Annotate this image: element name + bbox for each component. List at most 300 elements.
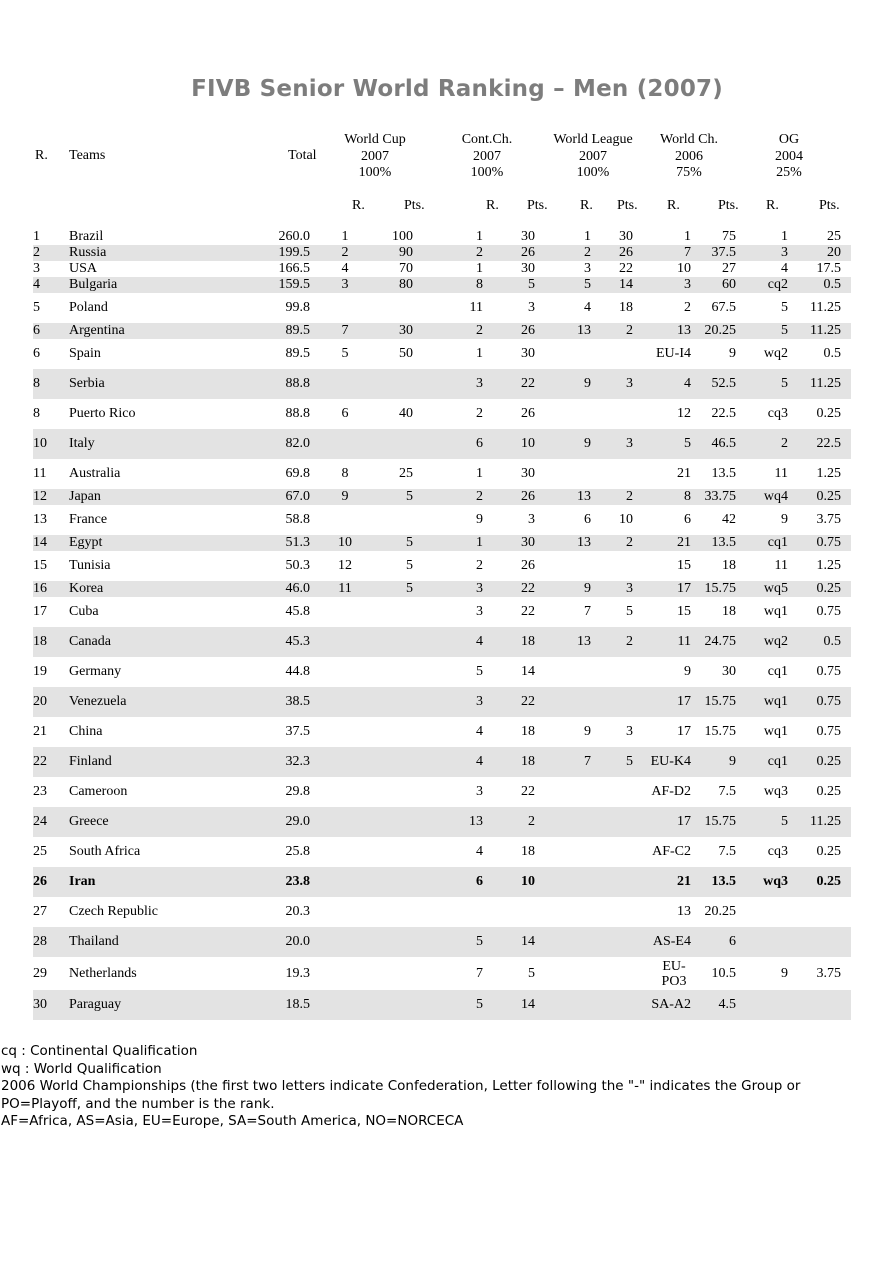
cell-wc-p: [370, 717, 425, 747]
cell-wch-p: 20.25: [691, 323, 746, 339]
cell-wl-p: 22: [619, 261, 633, 276]
cell-total: 166.5: [278, 261, 310, 276]
cell-total: 99.8: [285, 300, 310, 315]
cell-total: 58.8: [285, 512, 310, 527]
cell-team: Germany: [69, 664, 122, 679]
cell-wch-p: 67.5: [711, 300, 736, 315]
cell-og-r: [746, 990, 788, 1020]
cell-wl-p: 2: [591, 323, 639, 339]
cell-team: Brazil: [69, 229, 104, 244]
cell-rank: 8: [33, 406, 40, 421]
cell-wc-p: [370, 927, 425, 957]
cell-wl-r: 13: [541, 535, 591, 551]
footnotes: [1, 1043, 877, 1131]
cell-wl-r: [541, 777, 591, 807]
cell-wc-p: [370, 597, 425, 627]
cell-og-r: cq1: [767, 664, 788, 679]
cell-wch-r: 17: [677, 724, 691, 739]
cell-wl-p: 2: [591, 627, 639, 657]
cell-wch-p: 10.5: [711, 965, 736, 981]
cell-cc-r: 5: [425, 990, 501, 1020]
cell-og-p: 0.75: [816, 604, 841, 619]
cell-cc-p: 26: [521, 406, 535, 421]
cell-wl-p: 2: [591, 489, 639, 505]
table-row: [33, 837, 851, 867]
cell-cc-p: 18: [521, 844, 535, 859]
cell-wch-r: 15: [677, 558, 691, 573]
group-weight: 100%: [576, 165, 610, 180]
cell-team: USA: [69, 261, 98, 276]
cell-total: 50.3: [285, 558, 310, 573]
cell-cc-r: 3: [476, 604, 483, 619]
cell-wl-p: [591, 687, 639, 717]
cell-og-p: [788, 990, 851, 1020]
cell-wl-r: [541, 957, 591, 990]
cell-wc-r: [320, 293, 370, 323]
cell-total: 69.8: [285, 466, 310, 481]
cell-wch-r: AF-D2: [651, 784, 691, 799]
cell-team: France: [69, 512, 108, 527]
cell-wch-p: 24.75: [691, 627, 746, 657]
cell-og-p: 20: [788, 245, 851, 261]
cell-cc-p: 22: [521, 604, 535, 619]
cell-wch-r: 21: [639, 867, 691, 897]
cell-rank: 17: [33, 604, 47, 619]
cell-wc-r: [320, 990, 370, 1020]
cell-og-r: 5: [746, 807, 788, 837]
cell-wc-r: [320, 657, 370, 687]
cell-og-r: 9: [781, 512, 788, 527]
cell-wl-r: [541, 897, 591, 927]
cell-wch-r: 11: [639, 627, 691, 657]
cell-wc-r: [320, 687, 370, 717]
subheader-r: R.: [667, 198, 680, 213]
cell-total: 89.5: [285, 346, 310, 361]
cell-cc-r: 7: [476, 965, 483, 981]
cell-og-r: 2: [746, 429, 788, 459]
cell-wl-p: [591, 867, 639, 897]
cell-og-p: 25: [827, 229, 841, 244]
cell-wc-r: [320, 807, 370, 837]
cell-wch-p: 7.5: [718, 784, 736, 799]
cell-cc-p: 18: [501, 747, 541, 777]
cell-wc-p: 90: [370, 245, 425, 261]
cell-wl-r: 2: [541, 245, 591, 261]
cell-og-r: wq2: [746, 627, 788, 657]
cell-wc-r: 5: [341, 346, 349, 361]
cell-wc-r: [320, 837, 370, 867]
cell-wc-r: 7: [320, 323, 370, 339]
cell-total: 67.0: [278, 489, 320, 505]
cell-team: Thailand: [63, 927, 278, 957]
cell-wch-r: 12: [677, 406, 691, 421]
cell-wc-p: 5: [370, 581, 425, 597]
cell-wl-p: 14: [591, 277, 639, 293]
cell-wl-p: [591, 837, 639, 867]
cell-wch-p: 13.5: [711, 466, 736, 481]
cell-og-p: 0.25: [816, 406, 841, 421]
cell-wch-p: 30: [722, 664, 736, 679]
cell-wch-p: 42: [722, 512, 736, 527]
cell-team: China: [69, 724, 103, 739]
cell-cc-r: 5: [476, 664, 483, 679]
cell-og-p: 3.75: [816, 512, 841, 527]
cell-wl-r: 6: [584, 512, 591, 527]
cell-rank: 26: [33, 867, 63, 897]
cell-wch-r: 21: [677, 466, 691, 481]
cell-wch-p: 7.5: [718, 844, 736, 859]
cell-wc-p: 40: [399, 406, 413, 421]
table-row: [33, 323, 851, 339]
cell-team: Venezuela: [63, 687, 278, 717]
cell-cc-p: 26: [501, 323, 541, 339]
cell-wch-r: 10: [677, 261, 691, 276]
cell-og-p: 0.5: [788, 277, 851, 293]
cell-rank: 20: [33, 687, 63, 717]
cell-wch-r: 13: [677, 904, 691, 919]
cell-team: Serbia: [63, 369, 278, 399]
cell-wch-r: EU-K4: [639, 747, 691, 777]
cell-total: 37.5: [285, 724, 310, 739]
cell-wc-p: 80: [370, 277, 425, 293]
cell-wc-p: [370, 897, 425, 927]
cell-cc-p: 3: [528, 512, 535, 527]
cell-wch-p: 20.25: [704, 904, 736, 919]
cell-wch-p: 9: [691, 747, 746, 777]
cell-og-r: cq3: [767, 844, 788, 859]
cell-og-r: 1: [781, 229, 788, 244]
header-group-world-ch: [644, 132, 734, 182]
cell-wl-r: [541, 687, 591, 717]
cell-wc-r: [320, 717, 370, 747]
cell-total: 38.5: [278, 687, 320, 717]
cell-team: Czech Republic: [69, 904, 159, 919]
subheader-pts: Pts.: [617, 198, 638, 213]
cell-wc-p: 100: [392, 229, 413, 244]
cell-og-r: 3: [746, 245, 788, 261]
cell-wc-r: 1: [341, 229, 349, 244]
cell-rank: 3: [33, 261, 40, 276]
cell-rank: 23: [33, 784, 47, 799]
cell-og-p: 0.75: [816, 724, 841, 739]
header-rank: R.: [35, 148, 48, 163]
cell-wl-r: [541, 551, 591, 581]
cell-wl-r: 5: [541, 277, 591, 293]
cell-rank: 1: [33, 229, 40, 244]
table-row: [33, 867, 851, 897]
cell-wl-p: 3: [591, 369, 639, 399]
table-row: [33, 339, 851, 369]
header-total: Total: [288, 148, 317, 163]
cell-wl-p: 3: [626, 724, 633, 739]
cell-og-p: 0.5: [823, 346, 841, 361]
cell-total: 82.0: [278, 429, 320, 459]
cell-wch-p: 22.5: [711, 406, 736, 421]
cell-wch-r: 3: [639, 277, 691, 293]
cell-wc-p: 50: [399, 346, 413, 361]
header-group-world-league: [543, 132, 643, 182]
cell-wc-r: [320, 957, 370, 990]
table-row: [33, 687, 851, 717]
cell-og-r: cq2: [746, 277, 788, 293]
group-year: 2006: [675, 148, 703, 164]
cell-og-r: cq1: [746, 535, 788, 551]
cell-wl-p: [591, 927, 639, 957]
cell-rank: 6: [33, 323, 63, 339]
cell-wch-r: 9: [684, 664, 691, 679]
cell-total: 159.5: [278, 277, 320, 293]
cell-wch-p: 46.5: [691, 429, 746, 459]
cell-wc-p: 5: [406, 558, 413, 573]
cell-cc-p: 22: [501, 369, 541, 399]
cell-wch-p: 13.5: [691, 535, 746, 551]
note-wq: wq : World Qualification: [1, 1060, 162, 1077]
cell-wl-p: [591, 339, 639, 369]
cell-og-r: 5: [746, 323, 788, 339]
cell-wl-r: 3: [584, 261, 591, 276]
table-row: [33, 277, 851, 293]
table-row: [33, 293, 851, 323]
cell-wl-p: 10: [619, 512, 633, 527]
cell-rank: 14: [33, 535, 63, 551]
cell-total: 19.3: [285, 965, 310, 981]
cell-wc-r: [320, 777, 370, 807]
cell-cc-p: 30: [521, 346, 535, 361]
cell-rank: 11: [33, 466, 47, 481]
cell-cc-p: 2: [501, 807, 541, 837]
cell-rank: 15: [33, 558, 47, 573]
cell-wl-r: [541, 837, 591, 867]
cell-rank: 10: [33, 429, 63, 459]
cell-wl-r: 9: [541, 369, 591, 399]
cell-wc-p: [370, 747, 425, 777]
cell-wl-p: [591, 990, 639, 1020]
cell-wc-p: [370, 369, 425, 399]
cell-wch-p: 6: [691, 927, 746, 957]
cell-og-r: wq3: [746, 867, 788, 897]
cell-wch-r: 21: [639, 535, 691, 551]
cell-cc-r: [425, 897, 501, 927]
cell-wc-r: 9: [320, 489, 370, 505]
table-row: [33, 429, 851, 459]
cell-rank: 4: [33, 277, 63, 293]
cell-cc-r: 8: [425, 277, 501, 293]
cell-og-p: 11.25: [788, 369, 851, 399]
cell-og-p: 0.25: [788, 581, 851, 597]
cell-og-r: wq4: [746, 489, 788, 505]
cell-total: 29.0: [278, 807, 320, 837]
cell-team: Paraguay: [63, 990, 278, 1020]
cell-wl-p: [591, 399, 639, 429]
cell-cc-r: 1: [476, 229, 483, 244]
cell-og-r: 4: [781, 261, 788, 276]
cell-wc-r: [320, 747, 370, 777]
cell-wl-p: [591, 897, 639, 927]
cell-wch-p: 52.5: [691, 369, 746, 399]
table-row: [33, 229, 851, 245]
subheader-pts: Pts.: [819, 198, 840, 213]
cell-cc-p: 22: [501, 581, 541, 597]
cell-rank: 29: [33, 965, 47, 981]
table-row: [33, 957, 851, 990]
cell-cc-p: 18: [501, 627, 541, 657]
cell-cc-r: 11: [469, 300, 483, 315]
cell-og-r: wq1: [763, 724, 788, 739]
cell-wl-r: 13: [541, 489, 591, 505]
cell-cc-r: 2: [476, 406, 483, 421]
cell-wl-r: 13: [541, 323, 591, 339]
cell-wc-r: 11: [320, 581, 370, 597]
cell-wc-p: [370, 627, 425, 657]
cell-wc-p: 70: [399, 261, 413, 276]
subheader-r: R.: [766, 198, 779, 213]
cell-wl-p: [591, 957, 639, 990]
table-row: [33, 369, 851, 399]
subheader-r: R.: [580, 198, 593, 213]
table-row: [33, 657, 851, 687]
cell-cc-p: 30: [521, 466, 535, 481]
cell-cc-r: 2: [425, 323, 501, 339]
group-year: 2007: [473, 148, 501, 164]
cell-cc-r: 4: [425, 627, 501, 657]
cell-wch-r: 13: [639, 323, 691, 339]
cell-og-p: 0.25: [788, 867, 851, 897]
cell-total: 29.8: [285, 784, 310, 799]
cell-wl-r: [541, 399, 591, 429]
cell-cc-p: 22: [501, 687, 541, 717]
cell-wch-p: 13.5: [691, 867, 746, 897]
cell-total: 45.8: [285, 604, 310, 619]
cell-total: 88.8: [285, 406, 310, 421]
table-row: [33, 489, 851, 505]
cell-wl-r: [541, 927, 591, 957]
cell-team: Russia: [63, 245, 278, 261]
cell-team: Egypt: [63, 535, 278, 551]
cell-wch-p: 60: [691, 277, 746, 293]
cell-team: Netherlands: [69, 965, 137, 981]
cell-wl-r: [541, 339, 591, 369]
cell-og-p: 0.25: [816, 844, 841, 859]
cell-rank: 28: [33, 927, 63, 957]
table-row: [33, 627, 851, 657]
table-row: [33, 245, 851, 261]
cell-wch-r: 6: [684, 512, 691, 527]
cell-wch-r: 15: [677, 604, 691, 619]
cell-wch-p: 33.75: [691, 489, 746, 505]
cell-wc-r: [320, 927, 370, 957]
cell-cc-p: [501, 897, 541, 927]
cell-total: 32.3: [278, 747, 320, 777]
cell-og-p: [788, 897, 851, 927]
cell-cc-r: 3: [425, 581, 501, 597]
cell-og-r: [746, 927, 788, 957]
table-row: [33, 459, 851, 489]
cell-wl-p: 5: [591, 747, 639, 777]
cell-wl-r: 13: [541, 627, 591, 657]
cell-team: Greece: [63, 807, 278, 837]
table-row: [33, 897, 851, 927]
group-name: OG: [778, 132, 800, 147]
cell-wch-p: 18: [722, 604, 736, 619]
cell-rank: 22: [33, 747, 63, 777]
group-weight: 100%: [470, 165, 504, 180]
table-row: [33, 535, 851, 551]
cell-wl-r: 1: [584, 229, 591, 244]
cell-wl-r: 4: [584, 300, 591, 315]
table-row: [33, 597, 851, 627]
cell-og-p: 0.5: [788, 627, 851, 657]
cell-wl-p: 5: [626, 604, 633, 619]
cell-wch-p: 15.75: [691, 581, 746, 597]
header-teams: Teams: [69, 148, 106, 163]
cell-team: Iran: [63, 867, 278, 897]
subheader-pts: Pts.: [404, 198, 425, 213]
cell-cc-p: 26: [501, 245, 541, 261]
cell-wl-p: 2: [591, 535, 639, 551]
cell-wc-p: [370, 657, 425, 687]
cell-cc-r: 2: [476, 558, 483, 573]
cell-rank: 16: [33, 581, 63, 597]
cell-wch-p: 27: [722, 261, 736, 276]
cell-wch-p: 9: [729, 346, 736, 361]
cell-wl-r: [541, 459, 591, 489]
cell-wc-p: [370, 957, 425, 990]
cell-team: Cuba: [69, 604, 99, 619]
cell-wc-p: [370, 293, 425, 323]
cell-team: Tunisia: [69, 558, 111, 573]
cell-wl-p: 18: [619, 300, 633, 315]
cell-og-r: wq1: [746, 687, 788, 717]
cell-cc-p: 14: [501, 927, 541, 957]
cell-wch-p: 37.5: [691, 245, 746, 261]
cell-total: 23.8: [278, 867, 320, 897]
cell-og-r: cq3: [767, 406, 788, 421]
cell-cc-r: 3: [476, 784, 483, 799]
cell-team: Bulgaria: [63, 277, 278, 293]
cell-total: 18.5: [278, 990, 320, 1020]
cell-cc-r: 2: [425, 245, 501, 261]
cell-wc-r: [320, 429, 370, 459]
cell-og-r: [746, 897, 788, 927]
cell-wch-p: 15.75: [704, 724, 736, 739]
table-row: [33, 807, 851, 837]
cell-wc-r: [320, 369, 370, 399]
cell-rank: 12: [33, 489, 63, 505]
cell-wl-p: 3: [591, 581, 639, 597]
cell-cc-p: 3: [528, 300, 535, 315]
subheader-pts: Pts.: [718, 198, 739, 213]
cell-total: 89.5: [278, 323, 320, 339]
cell-rank: 2: [33, 245, 63, 261]
cell-wl-r: 7: [584, 604, 591, 619]
cell-cc-p: 10: [501, 429, 541, 459]
cell-wc-r: [320, 897, 370, 927]
cell-total: 20.3: [285, 904, 310, 919]
cell-og-r: 9: [781, 965, 788, 981]
cell-wc-p: [370, 429, 425, 459]
table-row: [33, 581, 851, 597]
cell-team: Finland: [63, 747, 278, 777]
cell-og-r: cq1: [746, 747, 788, 777]
cell-og-p: 22.5: [788, 429, 851, 459]
cell-wc-p: 5: [370, 535, 425, 551]
cell-wch-r: 5: [639, 429, 691, 459]
cell-wc-p: [370, 867, 425, 897]
cell-wc-r: [320, 597, 370, 627]
group-year: 2007: [361, 148, 389, 164]
cell-og-p: 0.25: [788, 747, 851, 777]
cell-wc-r: 3: [320, 277, 370, 293]
